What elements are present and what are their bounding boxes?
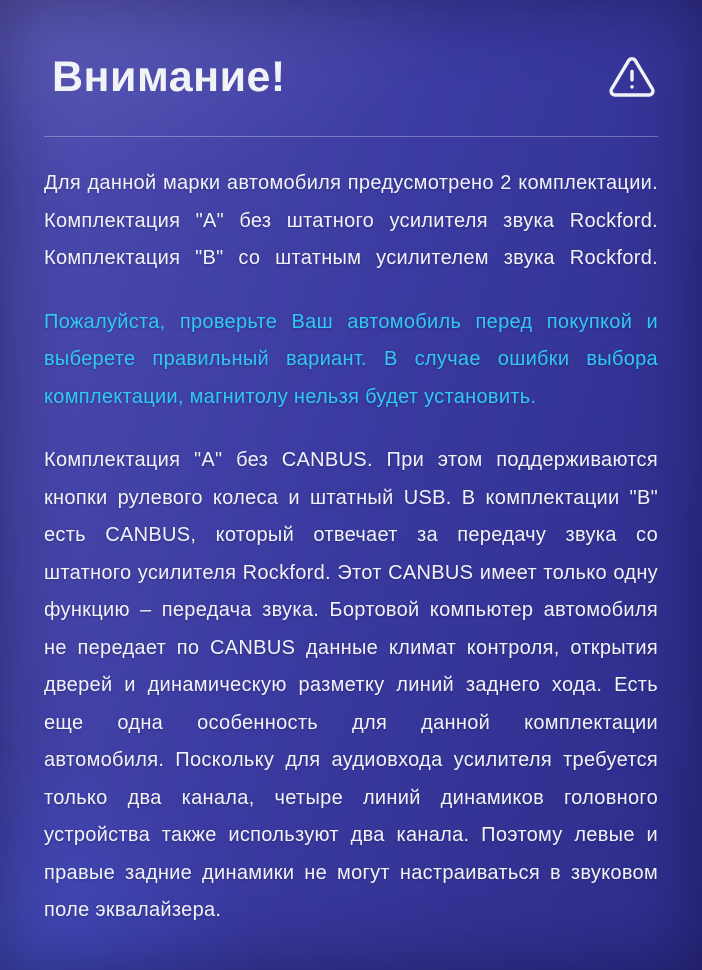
paragraph <box>44 442 658 930</box>
paragraph <box>44 165 658 278</box>
text-line: выберете правильный вариант. В случае ошибки выбора <box>44 348 658 370</box>
text-line: Комплектация "А" без CANBUS. При этом поддерживаются <box>44 449 658 471</box>
text-line: не передает по CANBUS данные климат контроля, открытия <box>44 636 658 659</box>
text-line: кнопки рулевого колеса и штатный USB. В комплектации "В" <box>44 486 658 509</box>
text-line: штатного усилителя Rockford. Этот CANBUS имеет только одну <box>44 561 658 584</box>
text-line: комплектации, магнитолу нельзя будет установить. <box>44 385 537 408</box>
text-line: устройства также используют два канала. Поэтому левые и <box>44 824 658 846</box>
text-line: Комплектация "В" со штатным усилителем звука Rockford. <box>44 247 658 269</box>
text-line: Пожалуйста, проверьте Ваш автомобиль перед покупкой и <box>44 310 658 333</box>
text-line: поле эквалайзера. <box>44 899 222 921</box>
text-line: дверей и динамическую разметку линий заднего хода. Есть <box>44 674 658 696</box>
text-line: только два канала, четыре линий динамиков головного <box>44 786 658 809</box>
text-line: есть CANBUS, который отвечает за передачу звука со <box>44 524 658 546</box>
warning-triangle-icon <box>608 53 656 101</box>
paragraphs <box>44 165 658 930</box>
text-line: Для данной марки автомобиля предусмотрено 2 комплектации. <box>44 172 658 194</box>
text-line: функцию – передача звука. Бортовой компьютер автомобиля <box>44 599 658 621</box>
header <box>44 0 658 108</box>
text-line: правые задние динамики не могут настраиваться в звуковом <box>44 861 658 884</box>
page-title: Внимание! <box>52 52 286 101</box>
text-line: еще одна особенность для данной комплектации <box>44 711 658 734</box>
paragraph <box>44 304 658 417</box>
text-line: автомобиля. Поскольку для аудиовхода усилителя требуется <box>44 749 658 771</box>
divider <box>44 136 658 137</box>
text-line: Комплектация "А" без штатного усилителя звука Rockford. <box>44 209 658 232</box>
